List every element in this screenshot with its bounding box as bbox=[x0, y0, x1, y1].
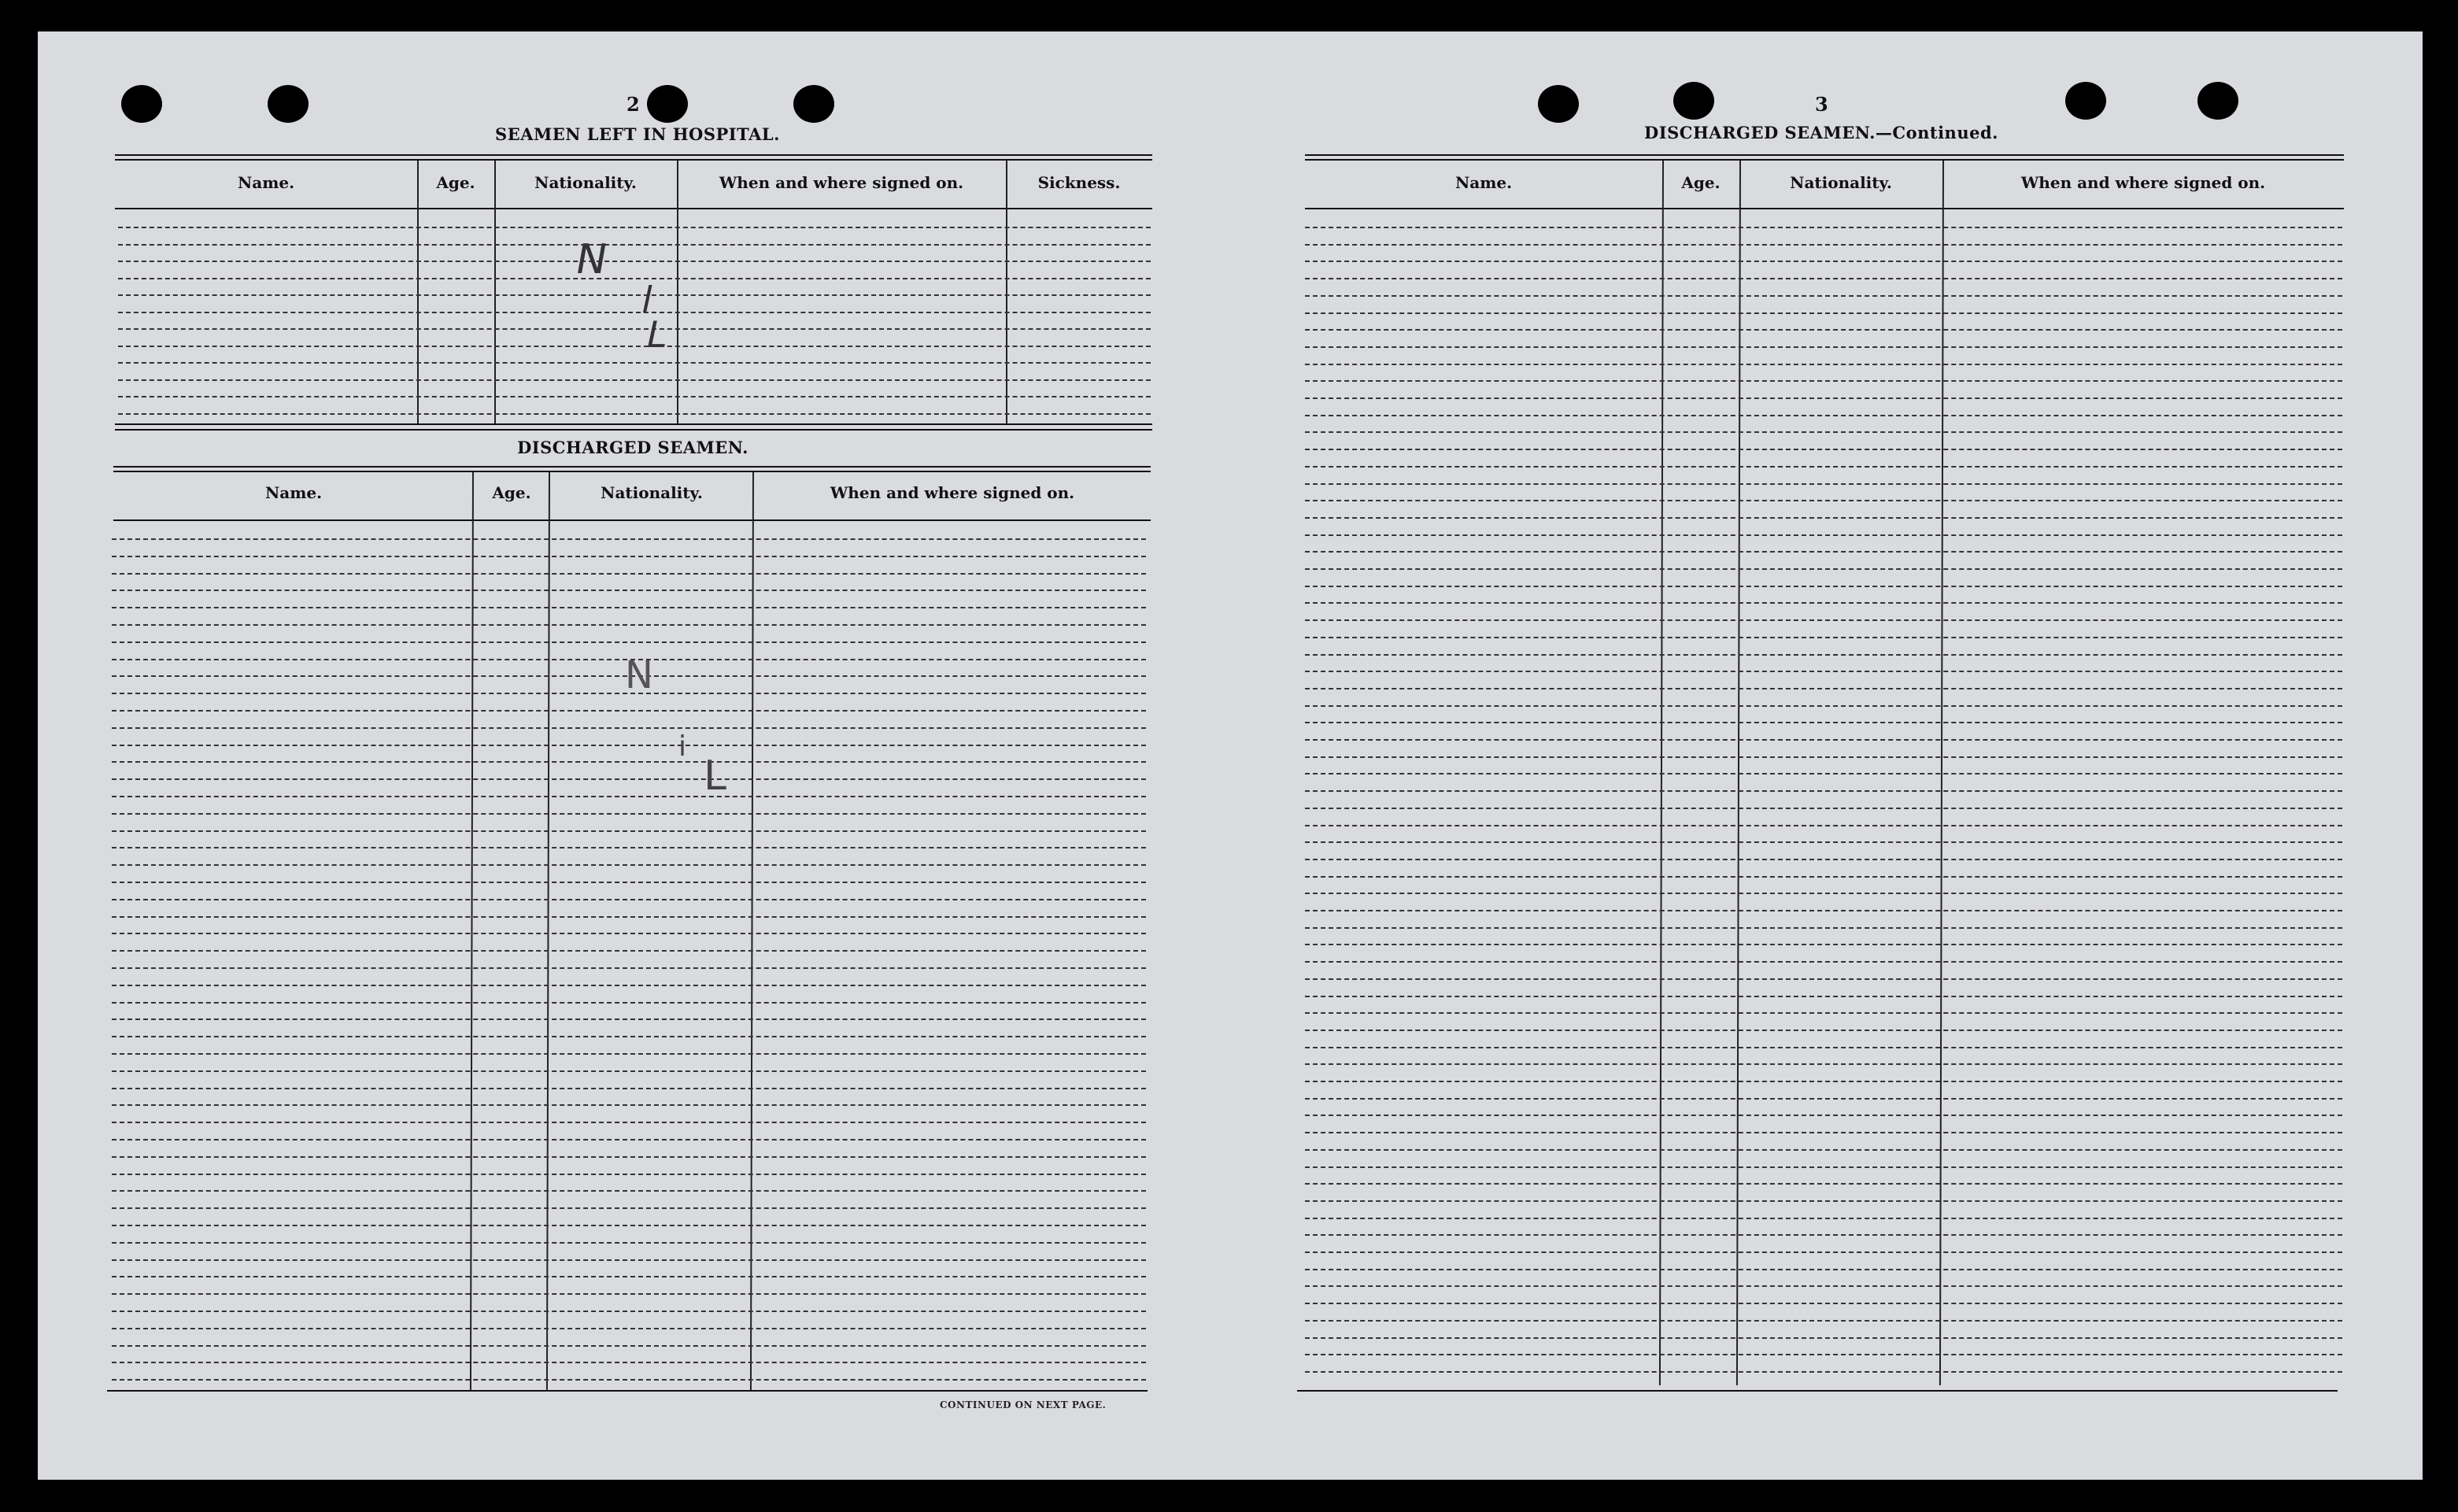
ruled-line bbox=[1305, 722, 2342, 723]
hospital-col-divider bbox=[417, 161, 419, 423]
discharged-table-top-rule bbox=[113, 471, 1151, 472]
ruled-line bbox=[1305, 1030, 2342, 1031]
discharged-col-age: Age. bbox=[492, 483, 531, 502]
handwritten-mark: N bbox=[625, 653, 653, 697]
hospital-header-rule bbox=[115, 208, 1152, 209]
discharged-col-name: Name. bbox=[264, 483, 323, 502]
hospital-table-bottom-rule bbox=[115, 429, 1152, 431]
ruled-line bbox=[1305, 1012, 2342, 1014]
ruled-line bbox=[112, 1174, 1146, 1175]
ruled-line bbox=[1305, 415, 2342, 416]
punch-hole bbox=[647, 85, 688, 123]
hospital-col-nationality: Nationality. bbox=[534, 173, 637, 192]
ruled-line bbox=[1305, 1218, 2342, 1219]
right-table-bottom-rule bbox=[1297, 1390, 2338, 1392]
continued-footer: CONTINUED ON NEXT PAGE. bbox=[940, 1399, 1107, 1410]
ruled-line bbox=[112, 641, 1146, 643]
ruled-line bbox=[112, 830, 1146, 832]
right-table-top-rule bbox=[1305, 154, 2344, 156]
punch-hole bbox=[2065, 82, 2106, 120]
discharged-section-title: DISCHARGED SEAMEN. bbox=[517, 438, 748, 457]
ruled-line bbox=[112, 590, 1146, 591]
ruled-line bbox=[118, 312, 1151, 313]
ruled-line bbox=[1305, 500, 2342, 501]
punch-hole bbox=[1538, 85, 1579, 123]
hospital-table-top-rule bbox=[115, 154, 1152, 156]
ruled-line bbox=[112, 1036, 1146, 1037]
ruled-line bbox=[1305, 1303, 2342, 1304]
ruled-line bbox=[1305, 551, 2342, 553]
ruled-line bbox=[1305, 910, 2342, 911]
ruled-line bbox=[112, 1139, 1146, 1140]
ruled-line bbox=[112, 847, 1146, 848]
discharged-header-rule bbox=[113, 519, 1151, 521]
ruled-line bbox=[1305, 654, 2342, 656]
ruled-line bbox=[1305, 602, 2342, 604]
ruled-line bbox=[118, 227, 1151, 228]
page-number-right: 3 bbox=[1815, 93, 1828, 116]
right-col-nationality: Nationality. bbox=[1790, 173, 1892, 192]
ruled-line bbox=[1305, 586, 2342, 587]
ruled-line bbox=[1305, 278, 2342, 279]
ruled-line bbox=[112, 1104, 1146, 1106]
ruled-line bbox=[112, 727, 1146, 729]
ruled-line bbox=[112, 745, 1146, 746]
ruled-line bbox=[112, 1088, 1146, 1089]
ruled-line bbox=[112, 882, 1146, 883]
ruled-line bbox=[1305, 517, 2342, 519]
punch-hole bbox=[793, 85, 834, 123]
ruled-line bbox=[1305, 961, 2342, 963]
discharged-continued-title: DISCHARGED SEAMEN.—Continued. bbox=[1644, 123, 1998, 142]
ruled-line bbox=[1305, 329, 2342, 331]
ruled-line bbox=[1305, 1115, 2342, 1116]
hospital-col-name: Name. bbox=[237, 173, 295, 192]
ruled-line bbox=[1305, 671, 2342, 672]
ruled-line bbox=[112, 1379, 1146, 1381]
hospital-col-divider bbox=[1006, 161, 1007, 423]
handwritten-mark: i bbox=[678, 730, 687, 763]
ruled-line bbox=[1305, 1063, 2342, 1065]
ruled-line bbox=[1305, 1132, 2342, 1133]
ruled-line bbox=[118, 346, 1151, 347]
page-number-left: 2 bbox=[627, 93, 640, 116]
ruled-line bbox=[1305, 825, 2342, 826]
right-header-rule bbox=[1305, 208, 2344, 209]
handwritten-mark: l bbox=[638, 279, 657, 321]
ruled-line bbox=[112, 1053, 1146, 1055]
ruled-line bbox=[112, 950, 1146, 952]
ruled-line bbox=[112, 1070, 1146, 1072]
ruled-line bbox=[112, 1002, 1146, 1004]
ruled-line bbox=[112, 1242, 1146, 1244]
discharged-col-nationality: Nationality. bbox=[601, 483, 703, 502]
ruled-line bbox=[1305, 380, 2342, 382]
ruled-line bbox=[1305, 773, 2342, 774]
ruled-line bbox=[112, 916, 1146, 918]
ruled-line bbox=[1305, 808, 2342, 809]
ruled-line bbox=[118, 278, 1151, 279]
ruled-line bbox=[1305, 1166, 2342, 1168]
ruled-line bbox=[1305, 739, 2342, 741]
ruled-line bbox=[1305, 859, 2342, 860]
ruled-line bbox=[1305, 1337, 2342, 1339]
hospital-col-signed-on: When and where signed on. bbox=[719, 173, 964, 192]
ruled-line bbox=[1305, 1081, 2342, 1082]
ruled-line bbox=[118, 413, 1151, 415]
ruled-line bbox=[1305, 568, 2342, 570]
ruled-line bbox=[112, 573, 1146, 575]
ruled-line bbox=[112, 778, 1146, 780]
ruled-line bbox=[112, 985, 1146, 986]
ruled-line bbox=[1305, 1183, 2342, 1185]
right-col-signed-on: When and where signed on. bbox=[2020, 173, 2266, 192]
ruled-line bbox=[1305, 1098, 2342, 1100]
ruled-line bbox=[112, 1328, 1146, 1329]
ruled-line bbox=[118, 396, 1151, 397]
ruled-line bbox=[1305, 619, 2342, 621]
ruled-line bbox=[112, 1259, 1146, 1261]
handwritten-mark: L bbox=[642, 313, 672, 356]
right-col-age: Age. bbox=[1681, 173, 1721, 192]
hospital-col-divider bbox=[494, 161, 496, 423]
hospital-col-age: Age. bbox=[436, 173, 475, 192]
ruled-line bbox=[1305, 244, 2342, 246]
ruled-line bbox=[112, 761, 1146, 763]
right-col-name: Name. bbox=[1454, 173, 1513, 192]
ruled-line bbox=[112, 1122, 1146, 1123]
hospital-section-title: SEAMEN LEFT IN HOSPITAL. bbox=[495, 124, 780, 144]
ruled-line bbox=[1305, 893, 2342, 894]
punch-hole bbox=[1673, 82, 1714, 120]
ruled-line bbox=[1305, 1200, 2342, 1202]
ruled-line bbox=[112, 607, 1146, 608]
ruled-line bbox=[1305, 449, 2342, 450]
ruled-line bbox=[112, 899, 1146, 900]
discharged-col-signed-on: When and where signed on. bbox=[830, 483, 1075, 502]
ruled-line bbox=[112, 967, 1146, 969]
ruled-line bbox=[112, 1190, 1146, 1192]
ruled-line bbox=[1305, 841, 2342, 843]
ruled-line bbox=[112, 710, 1146, 712]
ruled-line bbox=[1305, 431, 2342, 433]
ruled-line bbox=[1305, 466, 2342, 468]
ruled-line bbox=[112, 556, 1146, 557]
ruled-line bbox=[112, 796, 1146, 797]
ruled-line bbox=[1305, 996, 2342, 997]
hospital-table-top-rule bbox=[115, 159, 1152, 161]
ruled-line bbox=[112, 538, 1146, 540]
ruled-line bbox=[1305, 483, 2342, 485]
discharged-table-bottom-rule bbox=[107, 1390, 1148, 1392]
ruled-line bbox=[1305, 364, 2342, 365]
ruled-line bbox=[1305, 1320, 2342, 1322]
ruled-line bbox=[1305, 312, 2342, 314]
ruled-line bbox=[112, 864, 1146, 866]
ruled-line bbox=[1305, 346, 2342, 348]
ruled-line bbox=[1305, 534, 2342, 536]
ruled-line bbox=[1305, 978, 2342, 980]
ruled-line bbox=[118, 261, 1151, 262]
ruled-line bbox=[1305, 1371, 2342, 1373]
punch-hole bbox=[2197, 82, 2238, 120]
ruled-line bbox=[1305, 295, 2342, 297]
ruled-line bbox=[118, 244, 1151, 246]
handwritten-mark: N bbox=[571, 236, 612, 283]
ruled-line bbox=[112, 813, 1146, 815]
ruled-line bbox=[1305, 397, 2342, 399]
ruled-line bbox=[1305, 705, 2342, 707]
ruled-line bbox=[112, 1345, 1146, 1347]
ruled-line bbox=[1305, 1047, 2342, 1048]
ruled-line bbox=[118, 294, 1151, 296]
ruled-line bbox=[112, 1207, 1146, 1209]
ruled-line bbox=[1305, 876, 2342, 878]
ruled-line bbox=[1305, 1269, 2342, 1270]
hospital-table-bottom-rule bbox=[115, 423, 1152, 425]
ruled-line bbox=[112, 624, 1146, 626]
ruled-line bbox=[1305, 688, 2342, 689]
punch-hole bbox=[268, 85, 309, 123]
ruled-line bbox=[1305, 1354, 2342, 1355]
ruled-line bbox=[112, 1156, 1146, 1158]
punch-hole bbox=[121, 85, 162, 123]
hospital-col-divider bbox=[677, 161, 678, 423]
discharged-table-top-rule bbox=[113, 466, 1151, 468]
ruled-line bbox=[1305, 1251, 2342, 1253]
ruled-line bbox=[1305, 1234, 2342, 1236]
hospital-col-sickness: Sickness. bbox=[1037, 173, 1121, 192]
ruled-line bbox=[1305, 261, 2342, 262]
ruled-line bbox=[112, 1362, 1146, 1363]
ruled-line bbox=[1305, 944, 2342, 945]
ruled-line bbox=[112, 1311, 1146, 1312]
ruled-line bbox=[1305, 790, 2342, 792]
ruled-line bbox=[112, 1018, 1146, 1020]
ruled-line bbox=[118, 379, 1151, 381]
ruled-line bbox=[1305, 756, 2342, 758]
ruled-line bbox=[112, 1276, 1146, 1277]
ruled-line bbox=[118, 362, 1151, 364]
ruled-line bbox=[1305, 1149, 2342, 1151]
ruled-line bbox=[112, 1293, 1146, 1295]
ruled-line bbox=[118, 328, 1151, 330]
ruled-line bbox=[1305, 227, 2342, 228]
ruled-line bbox=[1305, 1285, 2342, 1287]
ruled-line bbox=[112, 1225, 1146, 1226]
right-table-top-rule bbox=[1305, 159, 2344, 161]
handwritten-mark: L bbox=[704, 752, 726, 800]
ruled-line bbox=[112, 933, 1146, 934]
ruled-line bbox=[1305, 637, 2342, 638]
ruled-line bbox=[1305, 927, 2342, 929]
